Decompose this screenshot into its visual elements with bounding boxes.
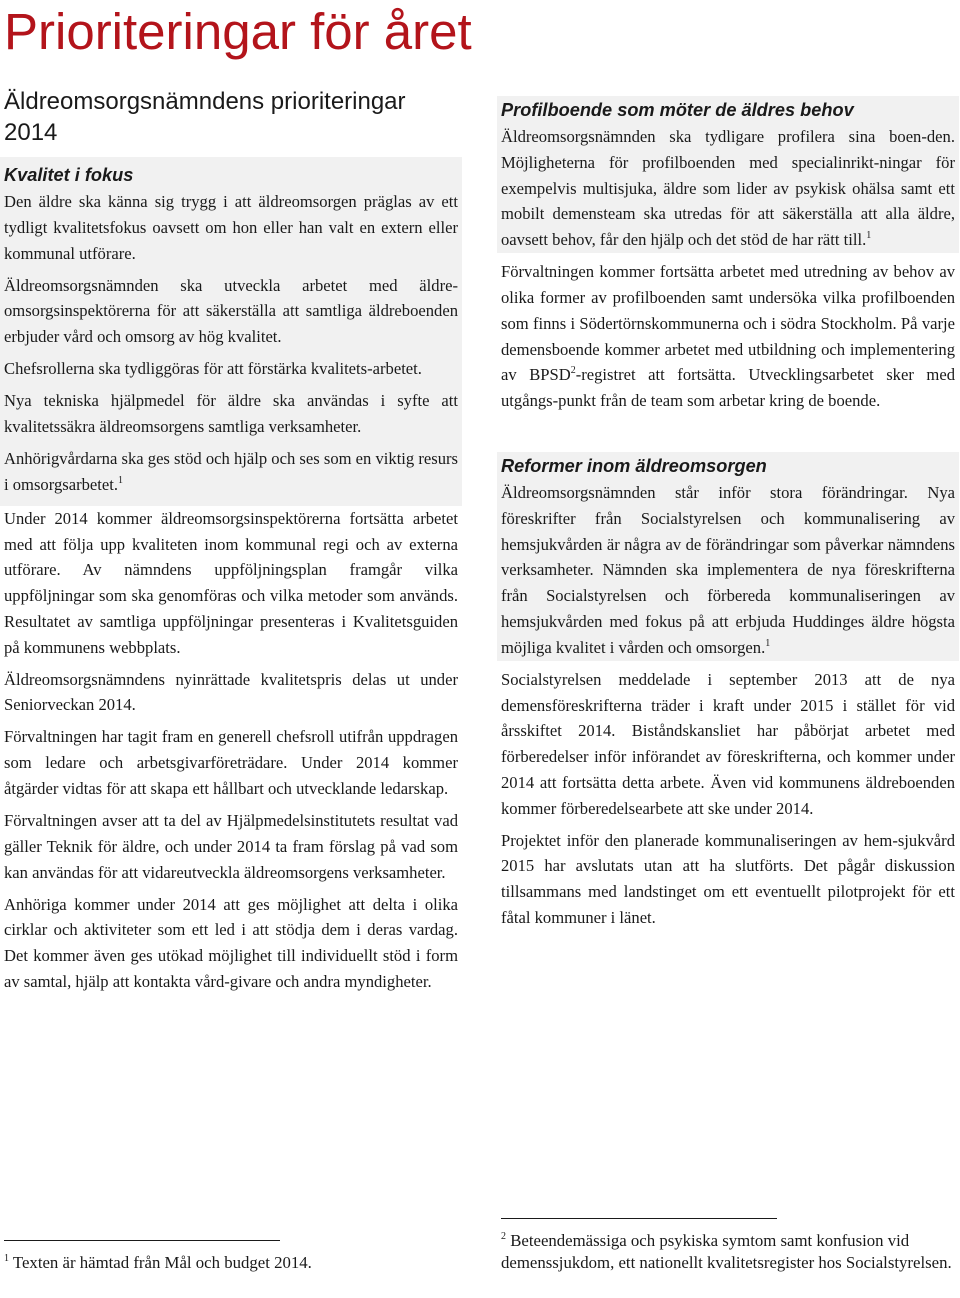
- right-column: [497, 96, 959, 937]
- paragraph: Under 2014 kommer äldreomsorgsinspektörerna fortsätta arbetet med att följa upp kvaliteten inom kommunal regi och av externa utförare. Av nämndens uppföljningsplan framgår vilka uppföljningar som ska genomföras och vilka metoder som används. Resultatet av samtliga uppföljningar presenteras i Kvalitetsguiden på kommunens webbplats.: [4, 508, 458, 657]
- box-paragraph: Äldreomsorgsnämnden ska utveckla arbetet med äldre-omsorgsinspektörerna för att säkerställa att samtliga äldreboenden erbjuder vård och omsorg av hög kvalitet.: [4, 275, 458, 347]
- paragraph-text-rest: -registret att fortsätta. Utvecklingsarbetet sker med utgångs-punkt från de team som arbetar kring de boende.: [501, 365, 955, 411]
- footnote-mark: 2: [501, 1231, 506, 1242]
- box-heading: Reformer inom äldreomsorgen: [501, 455, 767, 476]
- box-heading: Kvalitet i fokus: [4, 165, 134, 185]
- box-paragraph: [501, 124, 955, 253]
- footnote-mark: 1: [4, 1253, 9, 1264]
- paragraph: Projektet inför den planerade kommunaliseringen av hem-sjukvård 2015 har avslutats utan att ha slutförts. Det pågår diskussion tillsammans med landstinget om ett eventuellt pilotprojekt för ett fåtal kommuner i länet.: [501, 830, 955, 928]
- body-text: [497, 667, 959, 931]
- paragraph: Socialstyrelsen meddelade i september 2013 att de nya demensföreskrifterna träder i kraft under 2015 i stället för vid årsskiftet 2014. Biståndskansliet har påbörjat arbetet med förberedelser inför införandet av föreskrifterna, och kommer under 2014 att fortsätta detta arbete. Även vid kommunens äldreboenden kommer förberedelsearbete att ske under 2014.: [501, 669, 955, 818]
- box-paragraph: [501, 480, 955, 661]
- paragraph: Anhöriga kommer under 2014 att ges möjlighet att delta i olika cirklar och aktiviteter som ett led i att stödja dem i deras vardag. Det kommer även ges utökad möjlighet till individuellt stöd i form av samtal, hjälp att kontakta vård-givare och andra myndigheter.: [4, 894, 458, 991]
- footnote-text: Beteendemässiga och psykiska symtom samt konfusion vid demenssjukdom, ett nationellt kvalitetsregister hos Socialstyrelsen.: [501, 1231, 952, 1272]
- paragraph: Förvaltningen avser att ta del av Hjälpmedelsinstitutets resultat vad gäller Teknik för äldre, och under 2014 ta fram förslag på vad som kan användas för att vidareutveckla äldreomsorgens verksamheter.: [4, 811, 458, 882]
- box-heading: Profilboende som möter de äldres behov: [501, 100, 854, 120]
- profile-housing-box: [497, 96, 959, 253]
- footnote-rule: [501, 1218, 777, 1219]
- page-title: Prioriteringar för året: [4, 3, 472, 60]
- box-paragraph-text: Äldreomsorgsnämnden ska tydligare profilera sina boen-den. Möjligheterna för profilboenden med specialinrikt-ningar för exempelvis multisjuka, äldre som lider av psykisk ohälsa samt ett mobilt demensteam ska utredas för att säkerställa att alla äldre, oavsett behov, får den hjälp och det stöd de har rätt till.: [501, 127, 955, 250]
- footnote-ref: 1: [866, 230, 872, 242]
- paragraph: [501, 259, 955, 414]
- box-paragraph: Nya tekniska hjälpmedel för äldre ska användas i syfte att kvalitetssäkra äldreomsorgens samtliga verksamheter.: [4, 391, 458, 436]
- box-paragraph: Chefsrollerna ska tydliggöras för att förstärka kvalitets-arbetet.: [4, 359, 422, 379]
- box-paragraph-last: [4, 446, 458, 498]
- footnote-ref: 1: [765, 637, 771, 649]
- body-text: [497, 259, 959, 414]
- box-paragraph-text: Anhörigvårdarna ska ges stöd och hjälp och ses som en viktig resurs i omsorgsarbetet.: [4, 448, 458, 494]
- footnote-ref: 2: [570, 365, 576, 377]
- footnote-left: [4, 1252, 444, 1274]
- section-subheading: Äldreomsorgsnämndens prioriteringar 2014: [4, 88, 406, 146]
- paragraph: Förvaltningen har tagit fram en generell chefsroll utifrån uppdragen som ledare och arbetsgivarföreträdare. Under 2014 kommer åtgärder vidtas för att skapa ett hållbart och utvecklande ledarskap.: [4, 727, 458, 799]
- paragraph-text: Förvaltningen kommer fortsätta arbetet med utredning av behov av olika former av profilboenden samt undersöka vilka profilboenden som finns i Södertörnskommunerna och i södra Stockholm. På varje demensboende kommer arbetet med utbildning och implementering av BPSD: [501, 262, 955, 385]
- box-paragraph-text: Äldreomsorgsnämnden står inför stora förändringar. Nya föreskrifter från Socialstyrelsen och kommunalisering av hemsjukvården är några av de förändringar som påverkar nämndens verksamheter. Nämnden ska implementera de nya föreskrifterna från Socialstyrelsen och förbereda kommunaliseringen av hemsjukvården med fokus på att erbjuda Huddinges äldre högsta möjliga kvalitet i vården och omsorgen.: [501, 482, 955, 657]
- quality-focus-box: [0, 157, 462, 506]
- body-text: [0, 506, 462, 995]
- footnote-text: Texten är hämtad från Mål och budget 2014.: [12, 1253, 312, 1272]
- left-column: [0, 86, 462, 1001]
- paragraph: Äldreomsorgsnämndens nyinrättade kvalitetspris delas ut under Seniorveckan 2014.: [4, 669, 458, 715]
- reforms-box: [497, 452, 959, 661]
- box-paragraph: Den äldre ska känna sig trygg i att äldreomsorgen präglas av ett tydligt kvalitetsfokus oavsett om hon eller han valt en extern eller kommunal utförare.: [4, 192, 458, 263]
- footnote-right: [501, 1230, 956, 1274]
- footnote-ref: 1: [118, 474, 123, 486]
- footnote-rule: [4, 1240, 280, 1241]
